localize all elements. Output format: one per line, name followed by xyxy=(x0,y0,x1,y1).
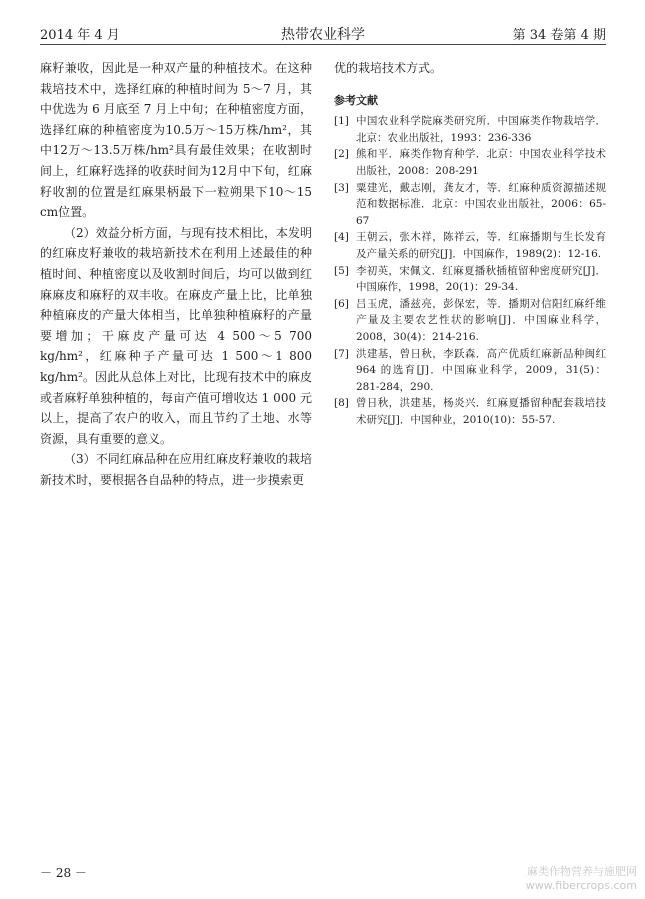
header-journal-title: 热带农业科学 xyxy=(281,27,365,43)
reference-item xyxy=(334,113,606,146)
body-paragraph: 麻籽兼收，因此是一种双产量的种植技术。在这种栽培技术中，选择红麻的种植时间为 5～7 月，其中优选为 6 月底至 7 月上中旬；在种植密度方面，选择红麻的种植密度为10.5万～15万株/hm²，其中12万～13.5万株/hm²具有最佳效果；在收割时间上，红麻籽选择的收获时间为12月中下旬，红麻籽收割的位置是红麻果柄最下一粒朔果下10～15 cm位置。 xyxy=(40,61,312,220)
reference-number: [1] xyxy=(334,115,349,128)
reference-number: [6] xyxy=(334,297,349,310)
site-watermark xyxy=(526,865,637,893)
right-column xyxy=(334,58,606,428)
reference-item xyxy=(334,395,606,428)
reference-number: [2] xyxy=(334,148,349,161)
running-header xyxy=(40,22,606,45)
header-date: 2014 年 4 月 xyxy=(40,28,120,43)
reference-number: [5] xyxy=(334,264,349,277)
body-paragraph: （2）效益分析方面，与现有技术相比，本发明的红麻皮籽兼收的栽培新技术在利用上述最佳的种植时间、种植密度以及收割时间后，均可以做到红麻麻皮和麻籽的双丰收。在麻皮产量上比，比单独种植麻皮的产量大体相当，比单独种植麻籽的产量要增加；干麻皮产量可达 4 500～5 700 kg/hm²，红麻种子产量可达 1 500～1 800 kg/hm²。因此从总体上对比，比现有技术中的麻皮或者麻籽单独种植的，每亩产值可增收达 1 000 元以上，提高了农户的收入，而且节约了土地、水等资源，具有重要的意义。 xyxy=(40,225,312,446)
watermark-url: www.fibercrops.com xyxy=(525,879,637,892)
reference-text: 熊和平．麻类作物育种学．北京：中国农业科学技术出版社，2008：208-291 xyxy=(356,148,606,177)
reference-item xyxy=(334,346,606,396)
reference-text: 吕玉虎，潘兹亮，彭保宏，等．播期对信阳红麻纤维产量及主要农艺性状的影响[J]．中国麻业科学，2008，30(4)：214-216. xyxy=(356,297,606,343)
reference-item xyxy=(334,263,606,296)
references-heading: 参考文献 xyxy=(334,93,378,107)
reference-item xyxy=(334,146,606,179)
reference-number: [8] xyxy=(334,397,349,410)
reference-number: [7] xyxy=(334,347,349,360)
body-paragraph-continuation: 优的栽培技术方式。 xyxy=(334,61,443,75)
page-number: － 28 － xyxy=(40,866,87,880)
reference-text: 粟建光，戴志刚，龚友才，等．红麻种质资源描述规范和数据标准．北京：中国农业出版社，2006：65-67 xyxy=(356,181,606,227)
reference-item xyxy=(334,180,606,230)
reference-list xyxy=(334,113,606,428)
reference-number: [4] xyxy=(334,231,349,244)
header-issue: 第 34 卷第 4 期 xyxy=(512,28,606,43)
reference-item xyxy=(334,296,606,346)
reference-text: 李初英，宋佩文．红麻夏播秋插植留种密度研究[J]．中国麻作，1998，20(1)：29-34. xyxy=(356,264,606,294)
reference-text: 曾日秋，洪建基，杨炎兴．红麻夏播留种配套栽培技术研究[J]．中国种业，2010(10)：55-57. xyxy=(356,397,606,426)
body-paragraph: （3）不同红麻品种在应用红麻皮籽兼收的栽培新技术时，要根据各自品种的特点，进一步摸索更 xyxy=(40,452,312,487)
left-column xyxy=(40,58,312,490)
reference-text: 洪建基，曾日秋，李跃森．高产优质红麻新品种闽红 964 的选育[J]．中国麻业科学，2009，31(5)：281-284，290. xyxy=(356,347,606,393)
reference-item xyxy=(334,229,606,262)
reference-text: 王朝云，张木祥，陈祥云，等．红麻播期与生长发育及产量关系的研究[J]．中国麻作，1989(2)：12-16. xyxy=(356,231,606,260)
watermark-site-name: 麻类作物营养与施肥网 xyxy=(527,865,637,878)
reference-number: [3] xyxy=(334,181,349,194)
reference-text: 中国农业科学院麻类研究所．中国麻类作物栽培学．北京：农业出版社，1993：236-336 xyxy=(356,115,606,144)
